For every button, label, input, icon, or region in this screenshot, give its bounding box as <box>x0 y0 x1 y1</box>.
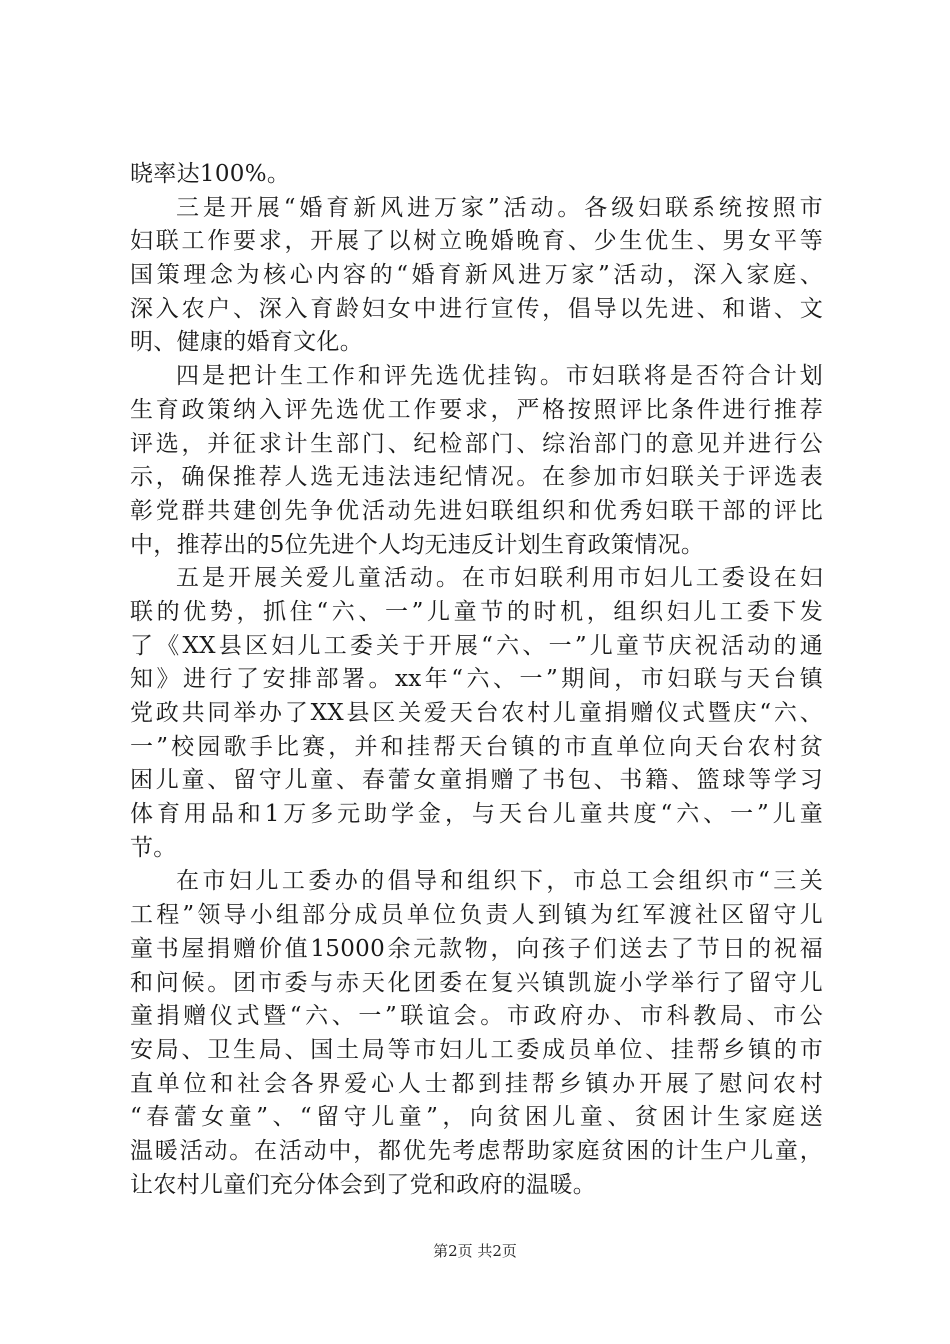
text-line: 体育用品和1万多元助学金，与天台儿童共度“六、一”儿童 <box>130 801 823 828</box>
page-footer: 第2页 共2页 <box>433 1242 517 1260</box>
text-line: 五是开展关爱儿童活动。在市妇联利用市妇儿工委设在妇 <box>176 565 823 592</box>
text-line: 示，确保推荐人选无违法违纪情况。在参加市妇联关于评选表 <box>130 464 823 491</box>
text-line: 工程”领导小组部分成员单位负责人到镇为红军渡社区留守儿 <box>130 902 823 929</box>
text-line: 困儿童、留守儿童、春蕾女童捐赠了书包、书籍、篮球等学习 <box>130 767 823 794</box>
paragraph <box>130 865 823 1202</box>
text-line: 深入农户、深入育龄妇女中进行宣传，倡导以先进、和谐、文 <box>130 295 823 322</box>
text-line: 一”校园歌手比赛，并和挂帮天台镇的市直单位向天台农村贫 <box>130 733 823 760</box>
text-line: 联的优势，抓住“六、一”儿童节的时机，组织妇儿工委下发 <box>130 598 823 625</box>
text-line: 三是开展“婚育新风进万家”活动。各级妇联系统按照市 <box>176 194 823 221</box>
text-line: 温暖活动。在活动中，都优先考虑帮助家庭贫困的计生户儿童， <box>130 1137 823 1164</box>
text-line: 安局、卫生局、国土局等市妇儿工委成员单位、挂帮乡镇的市 <box>130 1036 823 1063</box>
paragraph <box>130 192 823 360</box>
paragraph <box>130 562 823 865</box>
text-line: 童捐赠仪式暨“六、一”联谊会。市政府办、市科教局、市公 <box>130 1003 823 1030</box>
text-line: 晓率达100%。 <box>130 161 291 187</box>
text-line: 党政共同举办了XX县区关爱天台农村儿童捐赠仪式暨庆“六、 <box>130 700 823 726</box>
text-line: 生育政策纳入评先选优工作要求，严格按照评比条件进行推荐 <box>130 396 823 423</box>
text-line: 节。 <box>130 834 177 861</box>
text-line: 知》进行了安排部署。xx年“六、一”期间，市妇联与天台镇 <box>130 666 823 693</box>
text-line: 彰党群共建创先争优活动先进妇联组织和优秀妇联干部的评比 <box>130 497 823 524</box>
text-line: 和问候。团市委与赤天化团委在复兴镇凯旋小学举行了留守儿 <box>130 969 823 996</box>
text-line: 了《XX县区妇儿工委关于开展“六、一”儿童节庆祝活动的通 <box>130 632 823 659</box>
text-line: 四是把计生工作和评先选优挂钩。市妇联将是否符合计划 <box>176 363 823 390</box>
text-line: 童书屋捐赠价值15000余元款物，向孩子们送去了节日的祝福 <box>130 935 823 962</box>
paragraph <box>130 158 823 192</box>
text-line: 中，推荐出的5位先进个人均无违反计划生育政策情况。 <box>130 531 705 558</box>
text-line: 妇联工作要求，开展了以树立晚婚晚育、少生优生、男女平等 <box>130 228 823 255</box>
text-line: 明、健康的婚育文化。 <box>130 329 363 356</box>
text-line: 国策理念为核心内容的“婚育新风进万家”活动，深入家庭、 <box>130 262 823 289</box>
text-line: 在市妇儿工委办的倡导和组织下，市总工会组织市“三关 <box>176 868 823 895</box>
text-line: 评选，并征求计生部门、纪检部门、综治部门的意见并进行公 <box>130 430 823 457</box>
paragraph <box>130 360 823 562</box>
text-line: 让农村儿童们充分体会到了党和政府的温暖。 <box>130 1171 596 1198</box>
document-body <box>130 158 823 1202</box>
text-line: “春蕾女童”、“留守儿童”，向贫困儿童、贫困计生家庭送 <box>130 1104 823 1131</box>
text-line: 直单位和社会各界爱心人士都到挂帮乡镇办开展了慰问农村 <box>130 1070 823 1097</box>
